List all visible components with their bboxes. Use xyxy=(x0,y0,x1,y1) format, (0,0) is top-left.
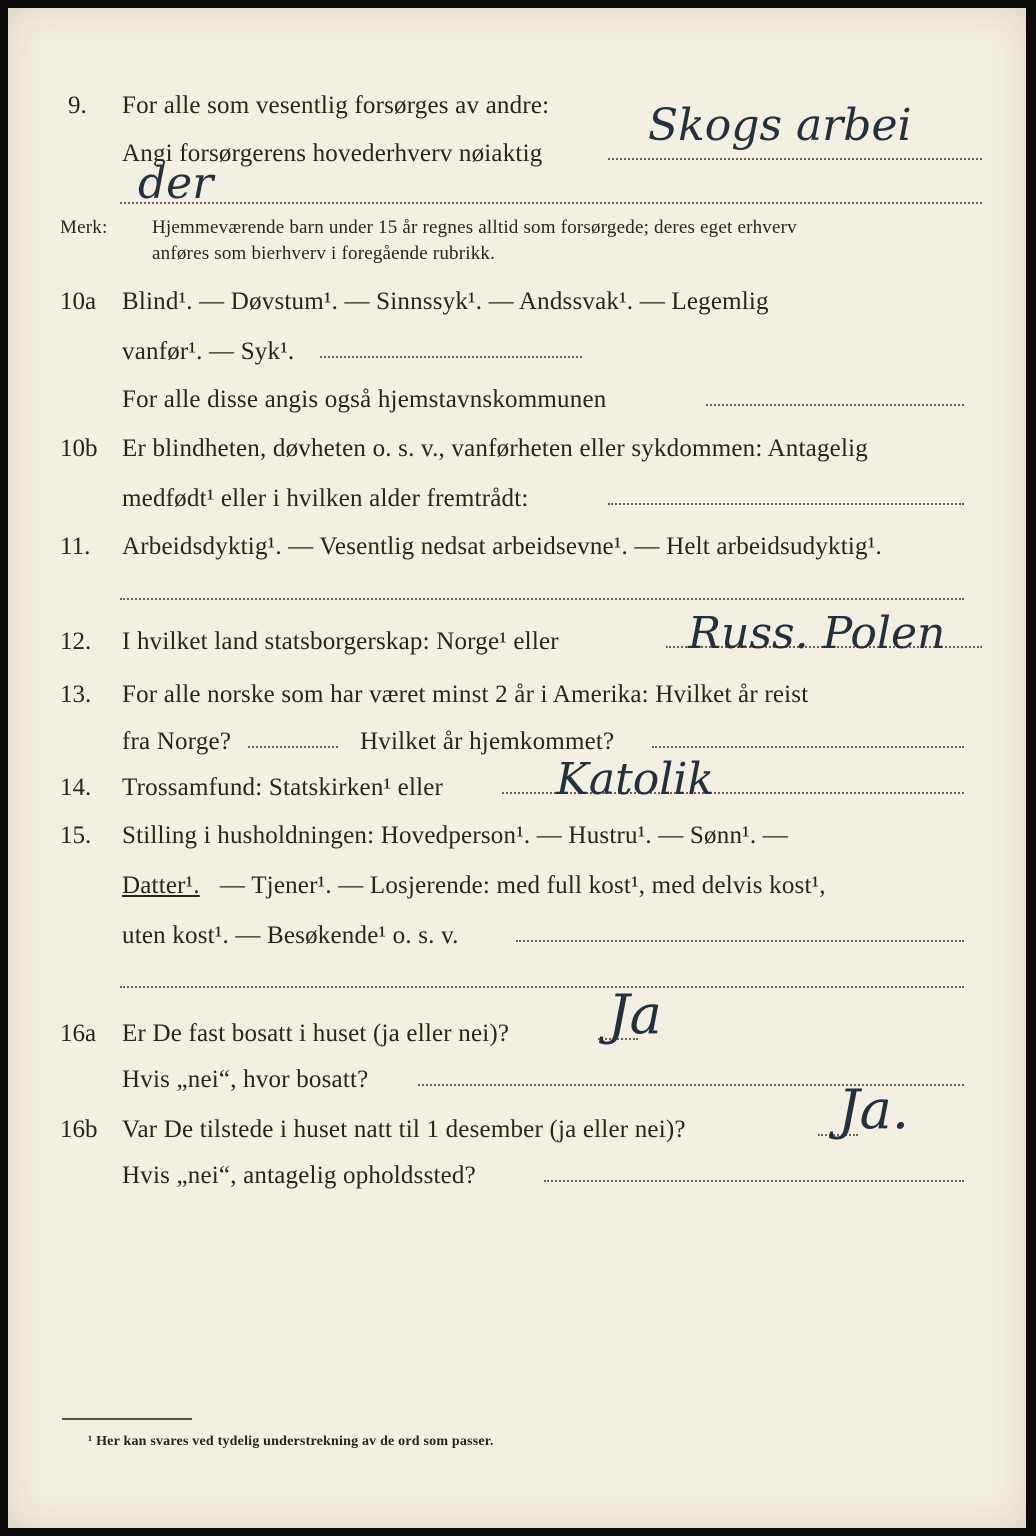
question-15-line2: — Tjener¹. — Losjerende: med full kost¹, med delvis kost¹, xyxy=(220,872,826,899)
question-16b-line2: Hvis „nei“, antagelig opholdssted? xyxy=(122,1162,476,1189)
question-16b-line1: Var De tilstede i huset natt til 1 desember (ja eller nei)? xyxy=(122,1116,686,1143)
question-10a-number: 10a xyxy=(60,288,97,315)
census-form-page xyxy=(8,8,1026,1528)
question-10b-line2: medfødt¹ eller i hvilken alder fremtrådt: xyxy=(122,485,529,512)
question-14-line1: Trossamfund: Statskirken¹ eller xyxy=(122,774,444,801)
handwritten-answer-9b: der xyxy=(138,158,214,209)
answer-line xyxy=(120,598,964,600)
handwritten-answer-16b: Ja. xyxy=(838,1078,910,1141)
question-13-line2b: Hvilket år hjemkommet? xyxy=(360,728,615,755)
question-13-line2a: fra Norge? xyxy=(122,728,232,755)
question-13-line1: For alle norske som har været minst 2 år i Amerika: Hvilket år reist xyxy=(122,681,809,708)
question-11-line1: Arbeidsdyktig¹. — Vesentlig nedsat arbeidsevne¹. — Helt arbeidsudyktig¹. xyxy=(122,533,882,560)
note-line1: Hjemmeværende barn under 15 år regnes alltid som forsørgede; deres eget erhverv xyxy=(152,217,797,238)
question-14-number: 14. xyxy=(60,774,92,801)
answer-line xyxy=(652,746,964,748)
handwritten-answer-14: Katolik xyxy=(556,754,715,805)
question-9-line2: Angi forsørgerens hovederhverv nøiaktig xyxy=(122,140,543,167)
handwritten-answer-9a: Skogs arbei xyxy=(648,100,912,151)
answer-line xyxy=(608,158,982,160)
footnote-text: ¹ Her kan svares ved tydelig understrekning av de ord som passer. xyxy=(88,1434,494,1449)
question-15-line1: Stilling i husholdningen: Hovedperson¹. — Hustru¹. — Sønn¹. — xyxy=(122,822,788,849)
answer-line xyxy=(706,404,964,406)
question-16a-line2: Hvis „nei“, hvor bosatt? xyxy=(122,1066,369,1093)
answer-line xyxy=(120,202,982,204)
question-10b-line1: Er blindheten, døvheten o. s. v., vanførheten eller sykdommen: Antagelig xyxy=(122,435,868,462)
handwritten-answer-12: Russ. Polen xyxy=(688,608,946,659)
question-9-line1: For alle som vesentlig forsørges av andre: xyxy=(122,92,550,119)
question-15-datter-underlined: Datter¹. xyxy=(122,872,200,899)
answer-line xyxy=(608,503,964,505)
answer-line xyxy=(120,986,964,988)
question-16a-line1: Er De fast bosatt i huset (ja eller nei)? xyxy=(122,1020,510,1047)
question-12-number: 12. xyxy=(60,628,92,655)
question-10a-line3: For alle disse angis også hjemstavnskommunen xyxy=(122,386,607,413)
question-13-number: 13. xyxy=(60,681,92,708)
question-15-number: 15. xyxy=(60,822,92,849)
handwritten-answer-16a: Ja xyxy=(608,983,662,1046)
answer-line xyxy=(544,1180,964,1182)
answer-line xyxy=(516,940,964,942)
answer-line xyxy=(248,746,338,748)
note-label: Merk: xyxy=(60,217,108,238)
question-16b-number: 16b xyxy=(60,1116,98,1143)
answer-line xyxy=(320,356,582,358)
question-9-number: 9. xyxy=(68,92,87,119)
question-10a-line2: vanfør¹. — Syk¹. xyxy=(122,338,295,365)
question-15-line3: uten kost¹. — Besøkende¹ o. s. v. xyxy=(122,922,459,949)
question-16a-number: 16a xyxy=(60,1020,97,1047)
question-11-number: 11. xyxy=(60,533,91,560)
note-line2: anføres som bierhverv i foregående rubrikk. xyxy=(152,243,496,264)
question-10b-number: 10b xyxy=(60,435,98,462)
question-12-line1: I hvilket land statsborgerskap: Norge¹ eller xyxy=(122,628,559,655)
footnote-rule xyxy=(62,1418,192,1420)
question-10a-line1: Blind¹. — Døvstum¹. — Sinnssyk¹. — Andssvak¹. — Legemlig xyxy=(122,288,769,315)
